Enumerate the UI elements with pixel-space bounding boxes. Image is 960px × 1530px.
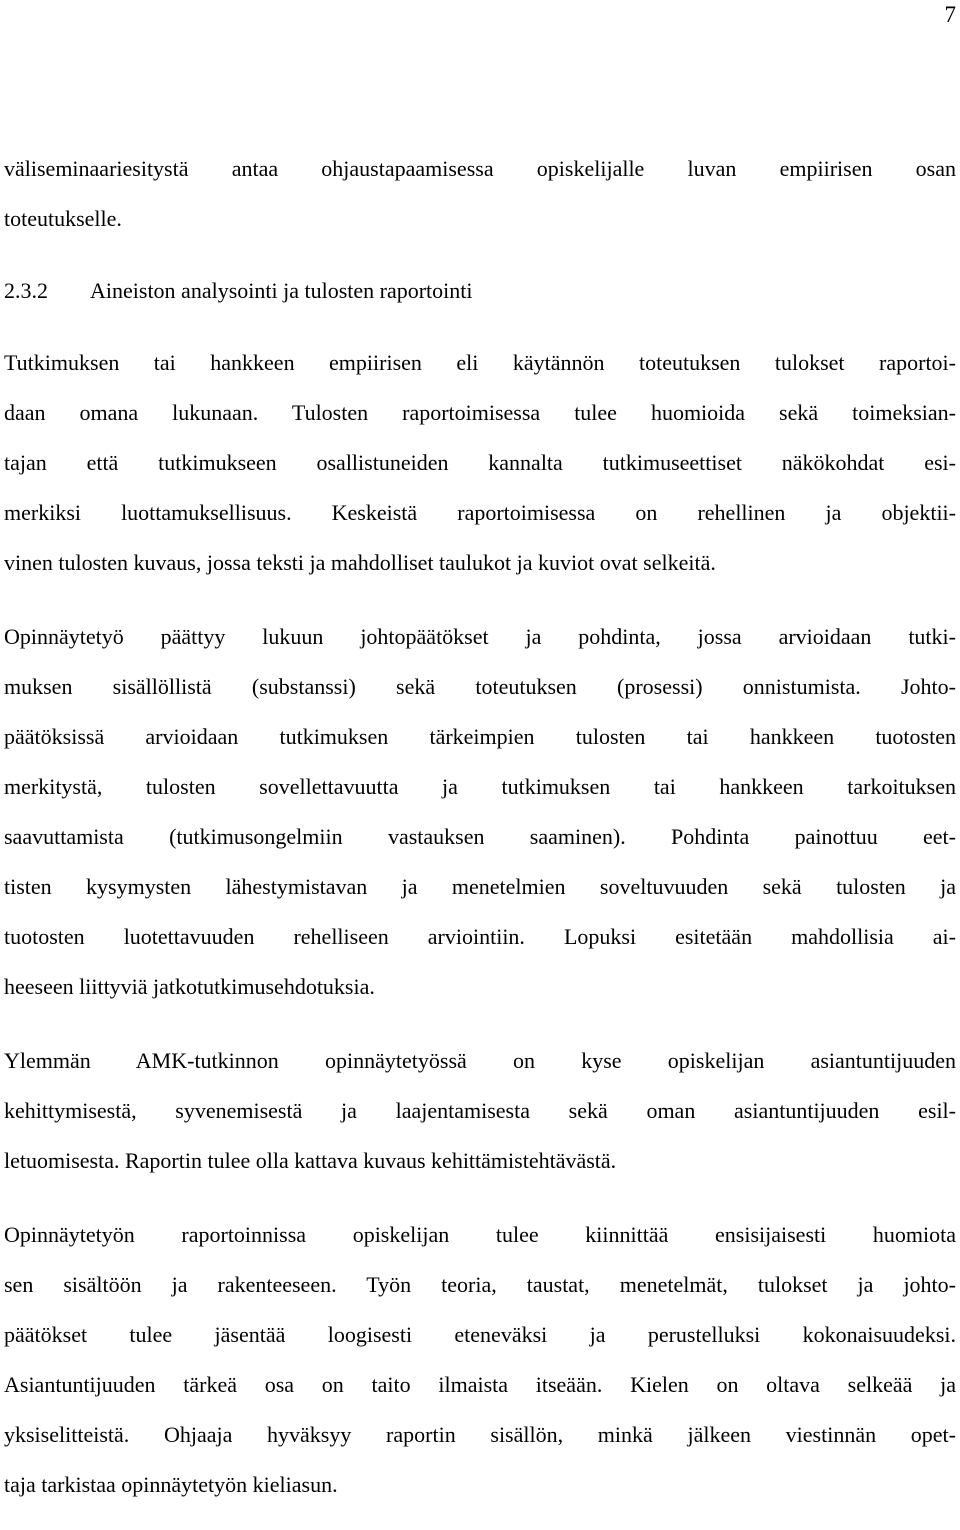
paragraph-reporting-guidance <box>4 1210 956 1510</box>
section-number: 2.3.2 <box>4 278 48 303</box>
text-line: päätökset tulee jäsentää loogisesti eteneväksi ja perustelluksi kokonaisuudeksi. <box>4 1322 956 1347</box>
text-line: taja tarkistaa opinnäytetyön kieliasun. <box>4 1472 338 1497</box>
text-line: toteutukselle. <box>4 206 122 231</box>
paragraph-results-reporting <box>4 338 956 588</box>
document-body <box>4 144 956 1510</box>
text-line: yksiselitteistä. Ohjaaja hyväksyy raportin sisällön, minkä jälkeen viestinnän opet- <box>4 1422 956 1447</box>
text-line: Opinnäytetyön raportoinnissa opiskelijan tulee kiinnittää ensisijaisesti huomiota <box>4 1222 956 1247</box>
paragraph-conclusions <box>4 612 956 1012</box>
text-line: merkitystä, tulosten sovellettavuutta ja tutkimuksen tai hankkeen tarkoituksen <box>4 774 956 799</box>
text-line: kehittymisestä, syvenemisestä ja laajentamisesta sekä oman asiantuntijuuden esil- <box>4 1098 956 1123</box>
text-line: tuotosten luotettavuuden rehelliseen arviointiin. Lopuksi esitetään mahdollisia ai- <box>4 924 956 949</box>
text-line: muksen sisällöllistä (substanssi) sekä toteutuksen (prosessi) onnistumista. Johto- <box>4 674 956 699</box>
text-line: saavuttamista (tutkimusongelmiin vastauksen saaminen). Pohdinta painottuu eet- <box>4 824 956 849</box>
text-line: merkiksi luottamuksellisuus. Keskeistä raportoimisessa on rehellinen ja objektii- <box>4 500 956 525</box>
paragraph-continuation <box>4 144 956 244</box>
text-line: daan omana lukunaan. Tulosten raportoimisessa tulee huomioida sekä toimeksian- <box>4 400 956 425</box>
text-line: Tutkimuksen tai hankkeen empiirisen eli käytännön toteutuksen tulokset raportoi- <box>4 350 956 375</box>
text-line: Opinnäytetyö päättyy lukuun johtopäätökset ja pohdinta, jossa arvioidaan tutki- <box>4 624 956 649</box>
text-line: letuomisesta. Raportin tulee olla kattava kuvaus kehittämistehtävästä. <box>4 1148 617 1173</box>
paragraph-higher-degree <box>4 1036 956 1186</box>
text-line: Asiantuntijuuden tärkeä osa on taito ilmaista itseään. Kielen on oltava selkeää ja <box>4 1372 956 1397</box>
section-title: Aineiston analysointi ja tulosten raportointi <box>90 278 473 303</box>
text-line: päätöksissä arvioidaan tutkimuksen tärkeimpien tulosten tai hankkeen tuotosten <box>4 724 956 749</box>
text-line: heeseen liittyviä jatkotutkimusehdotuksia. <box>4 974 375 999</box>
text-line: Ylemmän AMK-tutkinnon opinnäytetyössä on kyse opiskelijan asiantuntijuuden <box>4 1048 956 1073</box>
text-line: sen sisältöön ja rakenteeseen. Työn teoria, taustat, menetelmät, tulokset ja johto- <box>4 1272 956 1297</box>
text-line: väliseminaariesitystä antaa ohjaustapaamisessa opiskelijalle luvan empiirisen osan <box>4 156 956 181</box>
section-heading <box>4 266 956 316</box>
text-line: tajan että tutkimukseen osallistuneiden kannalta tutkimuseettiset näkökohdat esi- <box>4 450 956 475</box>
page-number: 7 <box>944 2 956 27</box>
text-line: tisten kysymysten lähestymistavan ja menetelmien soveltuvuuden sekä tulosten ja <box>4 874 956 899</box>
text-line: vinen tulosten kuvaus, jossa teksti ja mahdolliset taulukot ja kuviot ovat selkeitä. <box>4 550 716 575</box>
